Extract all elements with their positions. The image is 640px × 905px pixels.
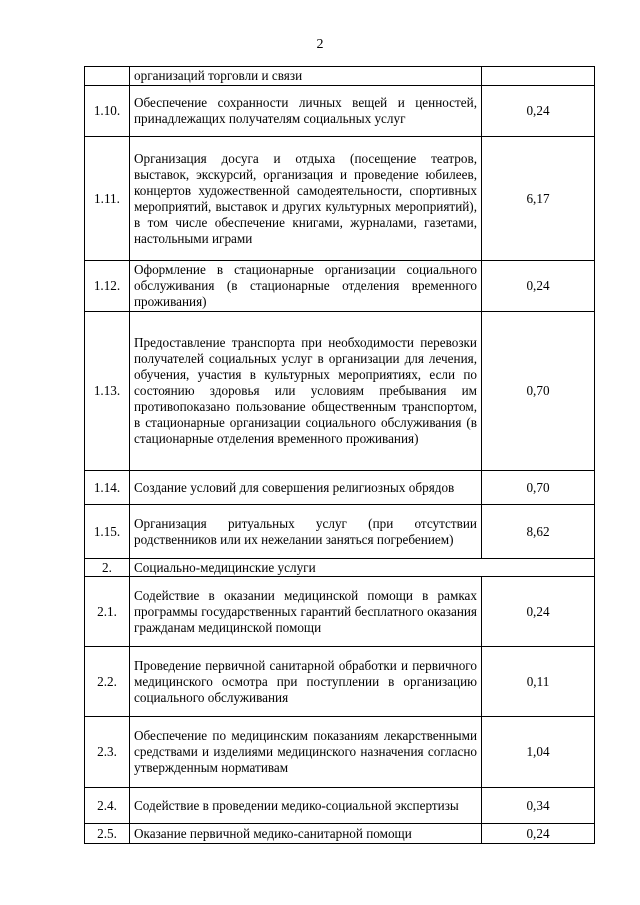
row-description: Обеспечение сохранности личных вещей и ценностей, принадлежащих получателям социальных услуг (130, 86, 482, 137)
row-value: 1,04 (482, 717, 595, 788)
row-number: 1.15. (85, 505, 130, 559)
row-number: 1.11. (85, 137, 130, 261)
row-value: 0,24 (482, 86, 595, 137)
row-value: 0,24 (482, 577, 595, 647)
row-description: Обеспечение по медицинским показаниям лекарственными средствами и изделиями медицинского назначения согласно утвержденным нормативам (130, 717, 482, 788)
row-number: 2.4. (85, 788, 130, 824)
table-row-2-2 (85, 647, 595, 717)
table-row-2-5 (85, 824, 595, 844)
row-value: 0,11 (482, 647, 595, 717)
table-row-1-10 (85, 86, 595, 137)
row-number (85, 67, 130, 86)
row-value: 0,70 (482, 312, 595, 471)
section-header-row (85, 559, 595, 577)
row-description: Создание условий для совершения религиозных обрядов (130, 471, 482, 505)
row-value: 0,24 (482, 824, 595, 844)
row-value: 8,62 (482, 505, 595, 559)
row-description: Оформление в стационарные организации социального обслуживания (в стационарные отделения временного проживания) (130, 261, 482, 312)
table-row-1-12 (85, 261, 595, 312)
row-number: 1.12. (85, 261, 130, 312)
row-description: Содействие в проведении медико-социальной экспертизы (130, 788, 482, 824)
row-number: 2.3. (85, 717, 130, 788)
row-description: Организация досуга и отдыха (посещение театров, выставок, экскурсий, организация и проведение юбилеев, концертов художественной самодеятельности, спортивных мероприятий, выставок и других культурных мероприятий), в том числе обеспечение книгами, журналами, газетами, настольными играми (130, 137, 482, 261)
section-title: Социально-медицинские услуги (130, 559, 595, 577)
table-row-2-4 (85, 788, 595, 824)
table-row-1-13 (85, 312, 595, 471)
row-description: организаций торговли и связи (130, 67, 482, 86)
row-value: 0,34 (482, 788, 595, 824)
section-number: 2. (85, 559, 130, 577)
row-description: Оказание первичной медико-санитарной помощи (130, 824, 482, 844)
table-row-1-11 (85, 137, 595, 261)
table-row-2-1 (85, 577, 595, 647)
row-number: 2.2. (85, 647, 130, 717)
table-row-1-15 (85, 505, 595, 559)
row-number: 1.13. (85, 312, 130, 471)
row-description: Содействие в оказании медицинской помощи в рамках программы государственных гарантий бесплатного оказания гражданам медицинской помощи (130, 577, 482, 647)
page-number: 2 (316, 37, 324, 52)
table-row-1-14 (85, 471, 595, 505)
row-value: 6,17 (482, 137, 595, 261)
row-number: 1.10. (85, 86, 130, 137)
row-number: 2.1. (85, 577, 130, 647)
row-description: Предоставление транспорта при необходимости перевозки получателей социальных услуг в организации для лечения, обучения, участия в культурных мероприятиях, если по состоянию здоровья или условиям пребывания им противопоказано пользование общественным транспортом, в стационарные организации социального обслуживания (в стационарные отделения временного проживания) (130, 312, 482, 471)
table-row-2-3 (85, 717, 595, 788)
row-description: Проведение первичной санитарной обработки и первичного медицинского осмотра при поступлении в организацию социального обслуживания (130, 647, 482, 717)
row-description: Организация ритуальных услуг (при отсутствии родственников или их нежелании заняться погребением) (130, 505, 482, 559)
row-number: 2.5. (85, 824, 130, 844)
row-value (482, 67, 595, 86)
row-number: 1.14. (85, 471, 130, 505)
row-value: 0,24 (482, 261, 595, 312)
table-row-continuation (85, 67, 595, 86)
services-tariff-table (84, 66, 595, 844)
row-value: 0,70 (482, 471, 595, 505)
